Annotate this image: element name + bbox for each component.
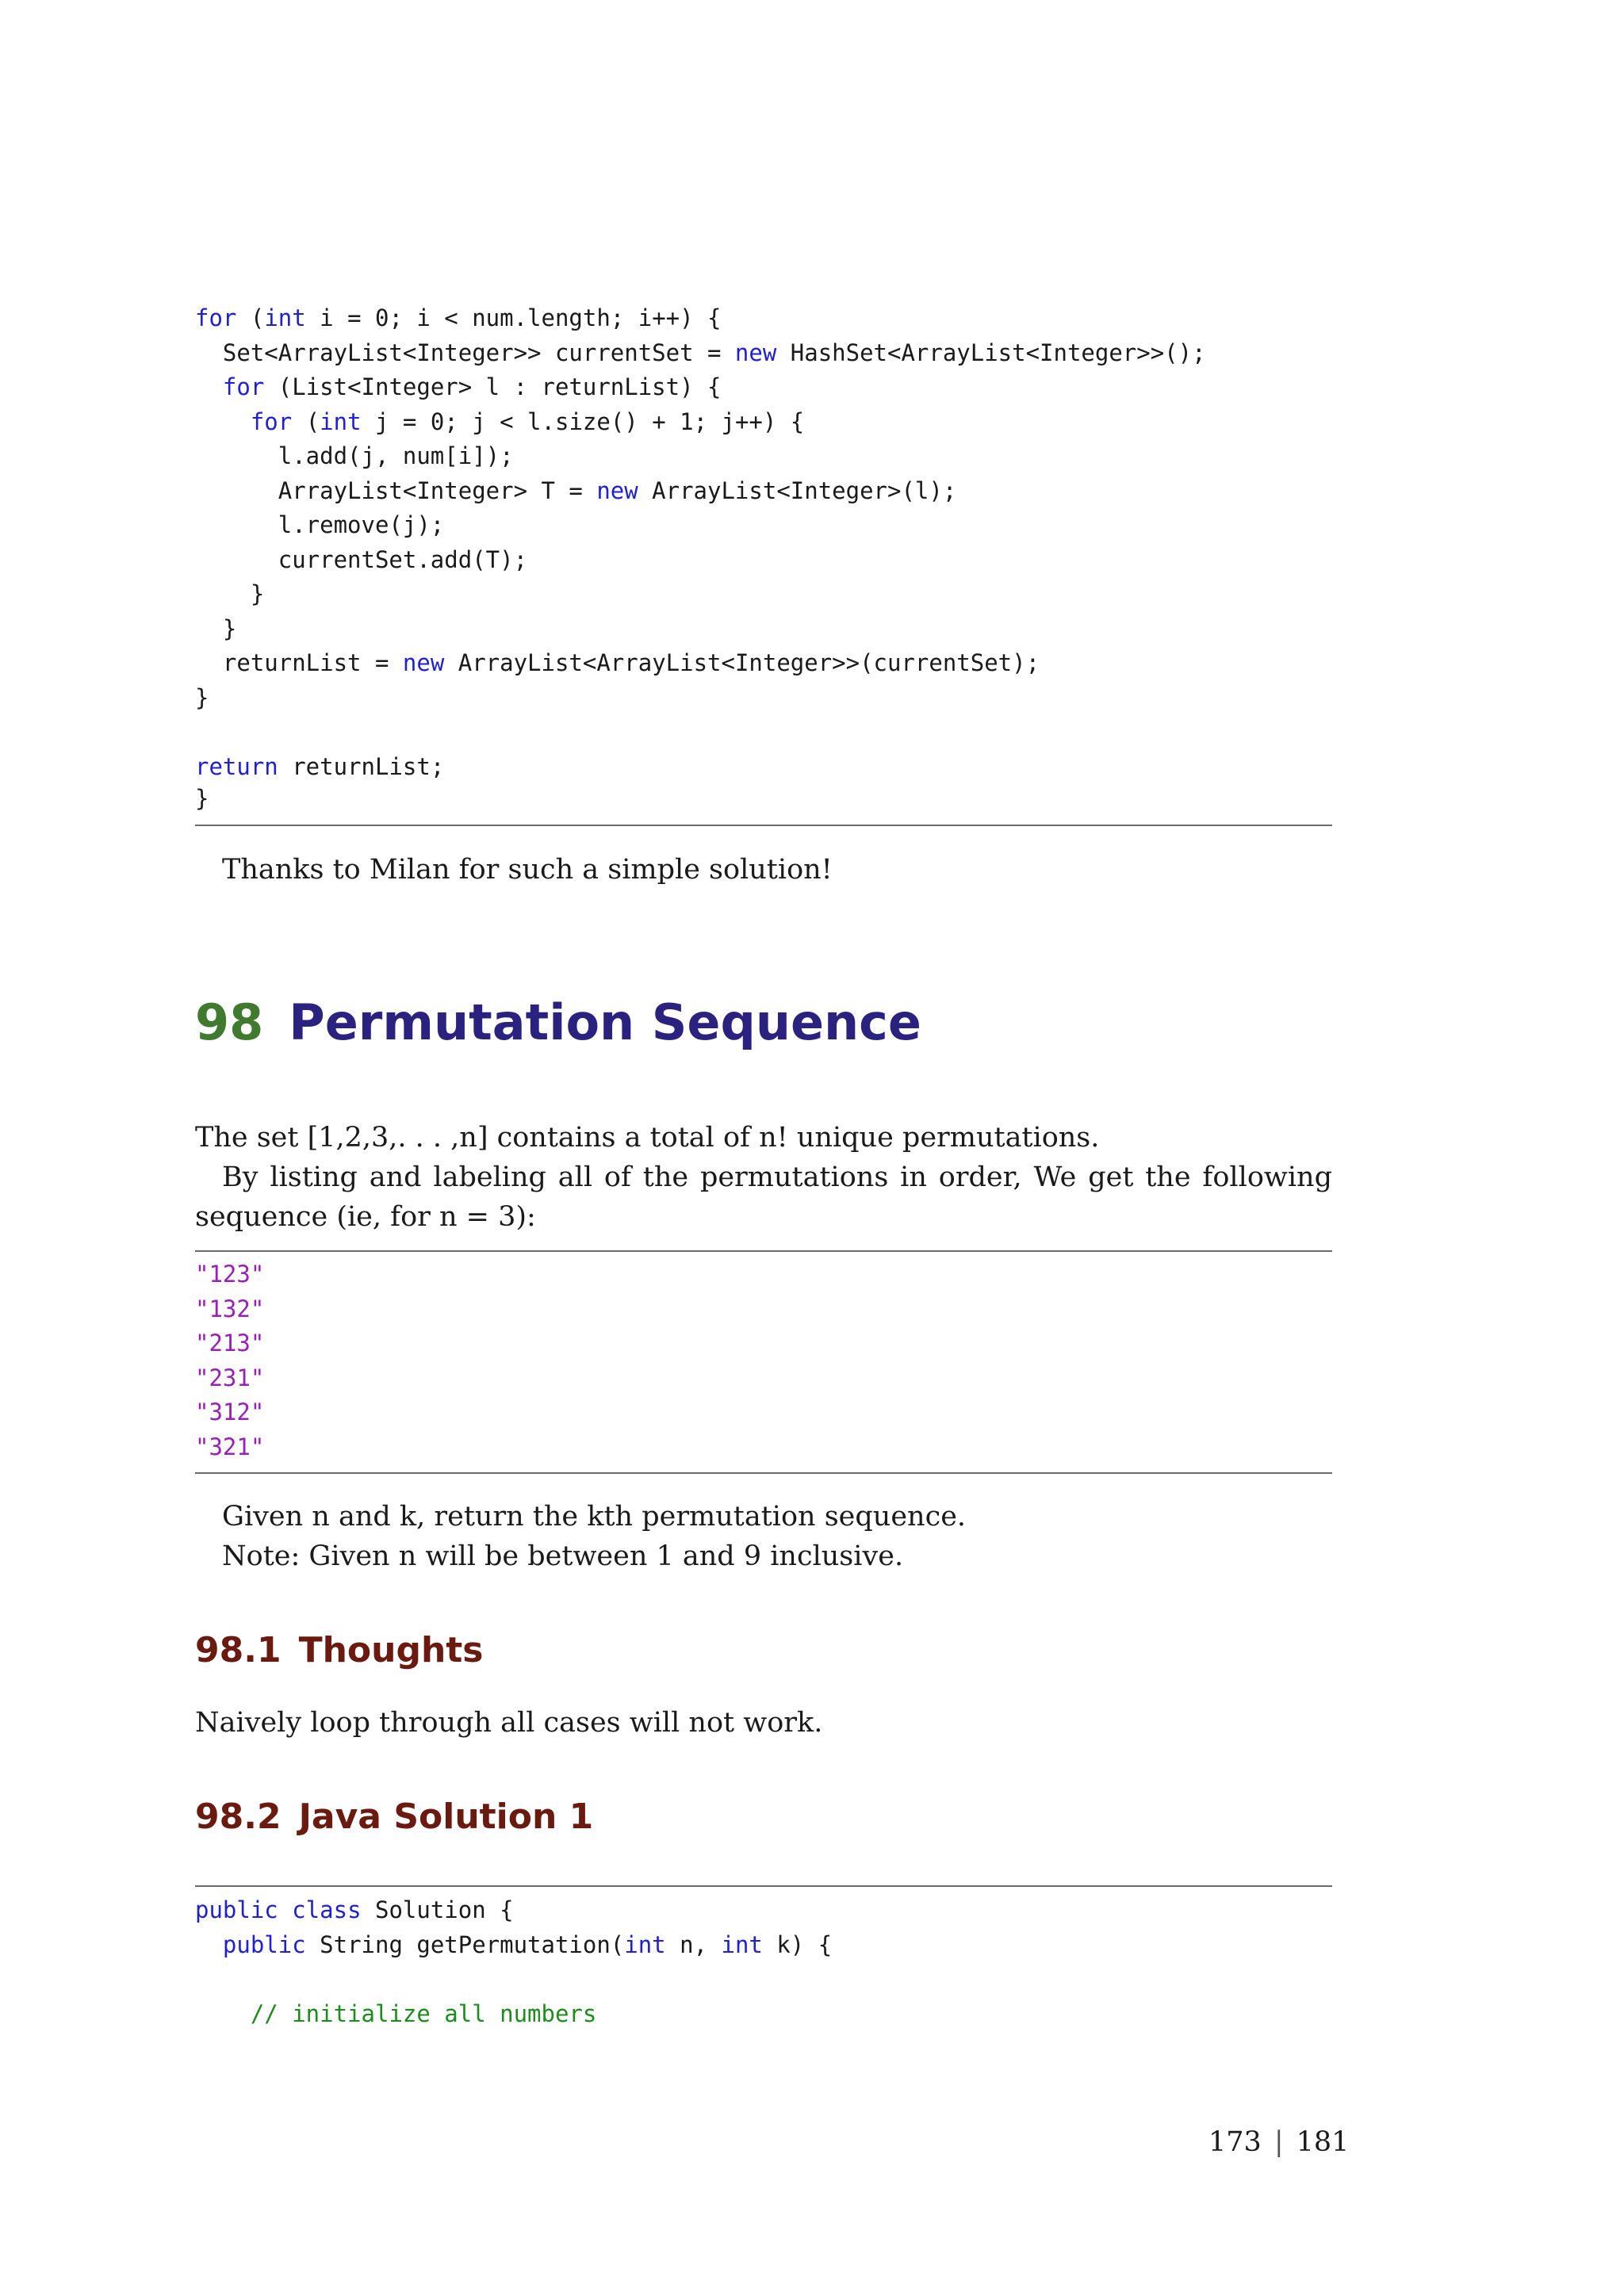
sequence-item: "231": [195, 1364, 265, 1391]
code-line: return returnList;: [195, 752, 445, 780]
section-title: Thoughts: [298, 1630, 484, 1670]
code-line: public String getPermutation(int n, int k) {: [222, 1931, 833, 1958]
code-line: currentSet.add(T);: [195, 545, 528, 573]
section-heading-thoughts: [195, 1628, 484, 1673]
page-total: 181: [1296, 2126, 1350, 2158]
page-current: 173: [1208, 2126, 1262, 2158]
chapter-heading: [195, 993, 921, 1053]
code-line: for (int i = 0; i < num.length; i++) {: [195, 304, 722, 331]
given-paragraph: Given n and k, return the kth permutation sequence.: [222, 1501, 967, 1533]
code-block-top-rule: [195, 1885, 1332, 1887]
code-block-top: [195, 301, 1206, 784]
sequence-item: "123": [195, 1261, 265, 1288]
intro-line-2: By listing and labeling all of the permutations in order, We get the following sequence (ie, for n = 3):: [195, 1161, 1332, 1233]
code-block-bottom: [195, 1893, 832, 2031]
sequence-item: "321": [195, 1433, 265, 1460]
section-title: Java Solution 1: [298, 1797, 594, 1837]
sequence-list: [195, 1257, 264, 1464]
code-line: for (int j = 0; j < l.size() + 1; j++) {: [250, 408, 805, 435]
code-line: }: [195, 580, 265, 607]
intro-line-1: The set [1,2,3,. . . ,n] contains a total of n! unique permutations.: [195, 1122, 1100, 1154]
note-paragraph: Note: Given n will be between 1 and 9 inclusive.: [222, 1540, 904, 1572]
chapter-title: Permutation Sequence: [289, 993, 921, 1051]
section-number: 98.2: [195, 1797, 282, 1837]
sequence-item: "132": [195, 1295, 265, 1322]
code-closing-brace: }: [195, 785, 209, 812]
thoughts-paragraph: Naively loop through all cases will not work.: [195, 1707, 823, 1739]
code-line: returnList = new ArrayList<ArrayList<Integer>>(currentSet);: [195, 649, 1040, 676]
page-number: [1208, 2125, 1349, 2160]
code-line: public class Solution {: [195, 1896, 514, 1923]
code-line: for (List<Integer> l : returnList) {: [222, 373, 722, 400]
code-line: }: [195, 683, 209, 711]
code-line: l.remove(j);: [195, 511, 445, 538]
code-line: l.add(j, num[i]);: [195, 442, 514, 469]
code-line: // initialize all numbers: [250, 1999, 597, 2027]
thanks-paragraph: Thanks to Milan for such a simple solution!: [222, 854, 833, 886]
page-separator: |: [1274, 2126, 1284, 2158]
sequence-bottom-rule: [195, 1472, 1332, 1474]
sequence-top-rule: [195, 1250, 1332, 1252]
code-line: ArrayList<Integer> T = new ArrayList<Integer>(l);: [195, 476, 957, 504]
code-line: Set<ArrayList<Integer>> currentSet = new HashSet<ArrayList<Integer>>();: [195, 339, 1206, 366]
code-line: }: [195, 614, 237, 642]
chapter-number: 98: [195, 993, 264, 1051]
sequence-item: "312": [195, 1399, 265, 1425]
section-number: 98.1: [195, 1630, 282, 1670]
code-block-bottom-rule: [195, 825, 1332, 826]
section-heading-java-solution: [195, 1795, 593, 1839]
sequence-item: "213": [195, 1330, 265, 1357]
